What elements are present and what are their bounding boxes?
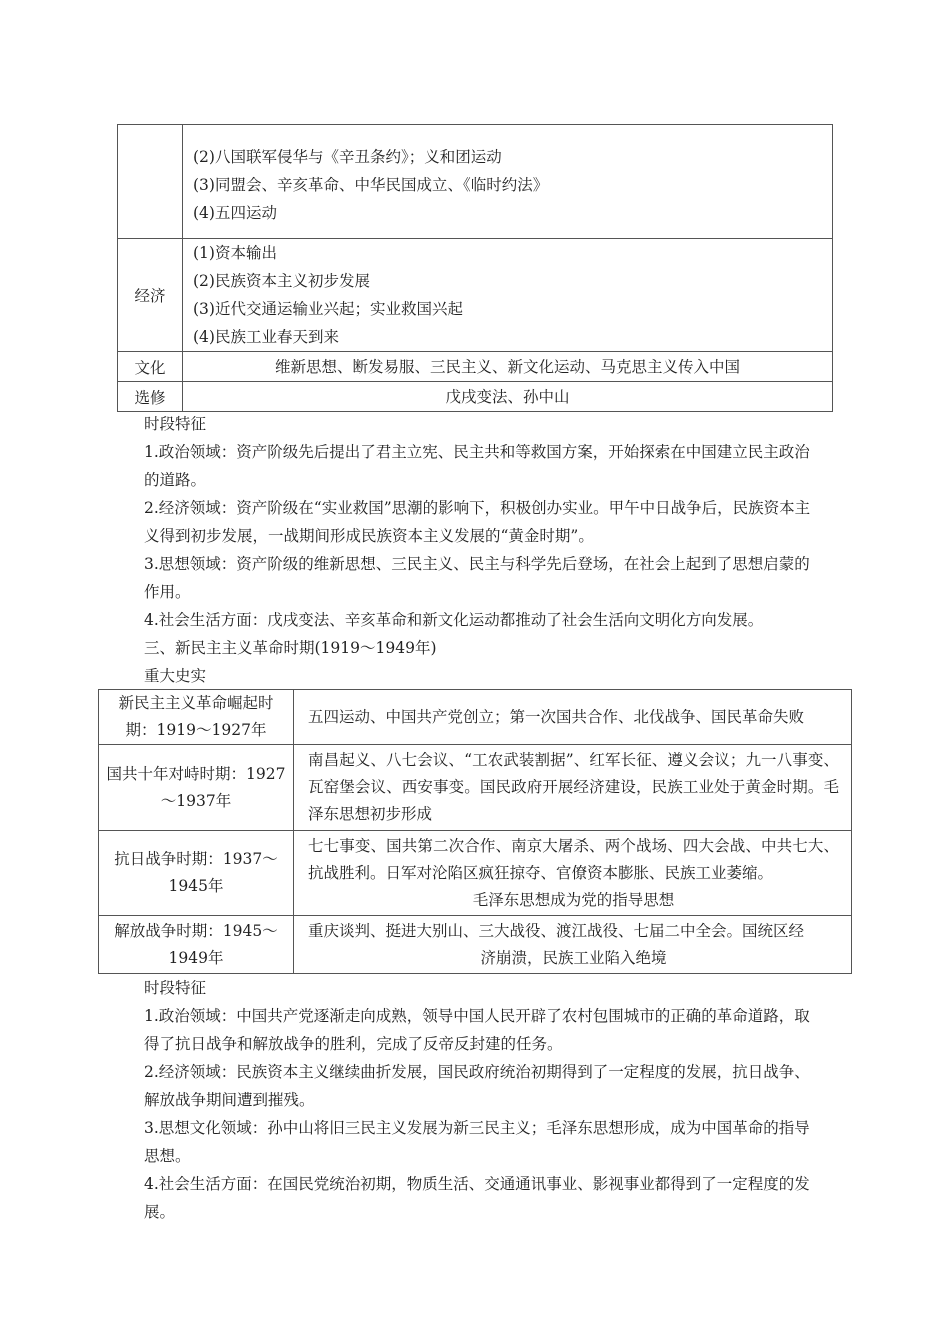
section3-list: [144, 1002, 824, 1226]
feature-item: 4.社会生活方面：在国民党统治初期，物质生活、交通通讯事业、影视事业都得到了一定程度的发展。: [144, 1175, 810, 1221]
economy-item: (1)资本输出: [193, 244, 277, 262]
feature-item: 3.思想领域：资产阶级的维新思想、三民主义、民主与科学先后登场，在社会上起到了思想启蒙的作用。: [144, 555, 810, 601]
section1-heading: 时段特征: [144, 415, 207, 433]
events-cell: 南昌起义、八七会议、“工农武装割据”、红军长征、遵义会议；九一八事变、瓦窑堡会议、西安事变。国民政府开展经济建设，民族工业处于黄金时期。毛泽东思想初步形成: [294, 745, 852, 831]
feature-item: 1.政治领域：中国共产党逐渐走向成熟，领导中国人民开辟了农村包围城市的正确的革命道路，取得了抗日战争和解放战争的胜利，完成了反帝反封建的任务。: [144, 1007, 810, 1053]
events-text-centered: 济崩溃，民族工业陷入绝境: [480, 948, 667, 967]
feature-item: 2.经济领域：民族资本主义继续曲折发展，国民政府统治初期得到了一定程度的发展，抗日战争、解放战争期间遭到摧残。: [144, 1063, 810, 1109]
period-cell: 新民主主义革命崛起时期：1919～1927年: [99, 690, 294, 745]
feature-item: 1.政治领域：资产阶级先后提出了君主立宪、民主共和等救国方案，开始探索在中国建立民主政治的道路。: [144, 443, 810, 489]
section2-subheading: 重大史实: [144, 667, 207, 685]
events-text: 重庆谈判、挺进大别山、三大战役、渡江战役、七届二中全会。国统区经: [308, 921, 805, 940]
history-table-2: [98, 689, 852, 974]
history-table-1: [117, 124, 833, 412]
politics-label-cell: [118, 125, 183, 239]
culture-label: 文化: [118, 352, 183, 382]
period-cell: 国共十年对峙时期：1927～1937年: [99, 745, 294, 831]
politics-item: (3)同盟会、辛亥革命、中华民国成立、《临时约法》: [193, 175, 549, 194]
culture-content: 维新思想、断发易服、三民主义、新文化运动、马克思主义传入中国: [183, 352, 833, 382]
events-cell: [294, 916, 852, 974]
events-cell: 五四运动、中国共产党创立；第一次国共合作、北伐战争、国民革命失败: [294, 690, 852, 745]
elective-content: 戊戌变法、孙中山: [183, 382, 833, 412]
period-cell: 解放战争时期：1945～1949年: [99, 916, 294, 974]
politics-content-cell: [183, 125, 833, 239]
politics-item: (2)八国联军侵华与《辛丑条约》；义和团运动: [193, 147, 502, 166]
elective-label: 选修: [118, 382, 183, 412]
events-cell: [294, 831, 852, 916]
feature-item: 4.社会生活方面：戊戌变法、辛亥革命和新文化运动都推动了社会生活向文明化方向发展。: [144, 611, 764, 629]
politics-item: (4)五四运动: [193, 203, 277, 222]
period-cell: 抗日战争时期：1937～1945年: [99, 831, 294, 916]
economy-item: (2)民族资本主义初步发展: [193, 272, 370, 290]
feature-item: 2.经济领域：资产阶级在“实业救国”思潮的影响下，积极创办实业。甲午中日战争后，民族资本主义得到初步发展，一战期间形成民族资本主义发展的“黄金时期”。: [144, 499, 811, 545]
section1-list: [144, 438, 824, 634]
feature-item: 3.思想文化领域：孙中山将旧三民主义发展为新三民主义；毛泽东思想形成，成为中国革命的指导思想。: [144, 1119, 810, 1165]
section3-heading: 时段特征: [144, 979, 207, 997]
economy-item: (4)民族工业春天到来: [193, 328, 339, 346]
economy-content-cell: [183, 239, 833, 352]
section2-title: 三、新民主主义革命时期(1919～1949年): [144, 639, 437, 657]
events-text: 七七事变、国共第二次合作、南京大屠杀、两个战场、四大会战、中共七大、抗战胜利。日军对沦陷区疯狂掠夺、官僚资本膨胀、民族工业萎缩。: [308, 836, 839, 882]
economy-label: 经济: [118, 239, 183, 352]
events-text-centered: 毛泽东思想成为党的指导思想: [472, 890, 675, 909]
economy-item: (3)近代交通运输业兴起；实业救国兴起: [193, 300, 463, 318]
